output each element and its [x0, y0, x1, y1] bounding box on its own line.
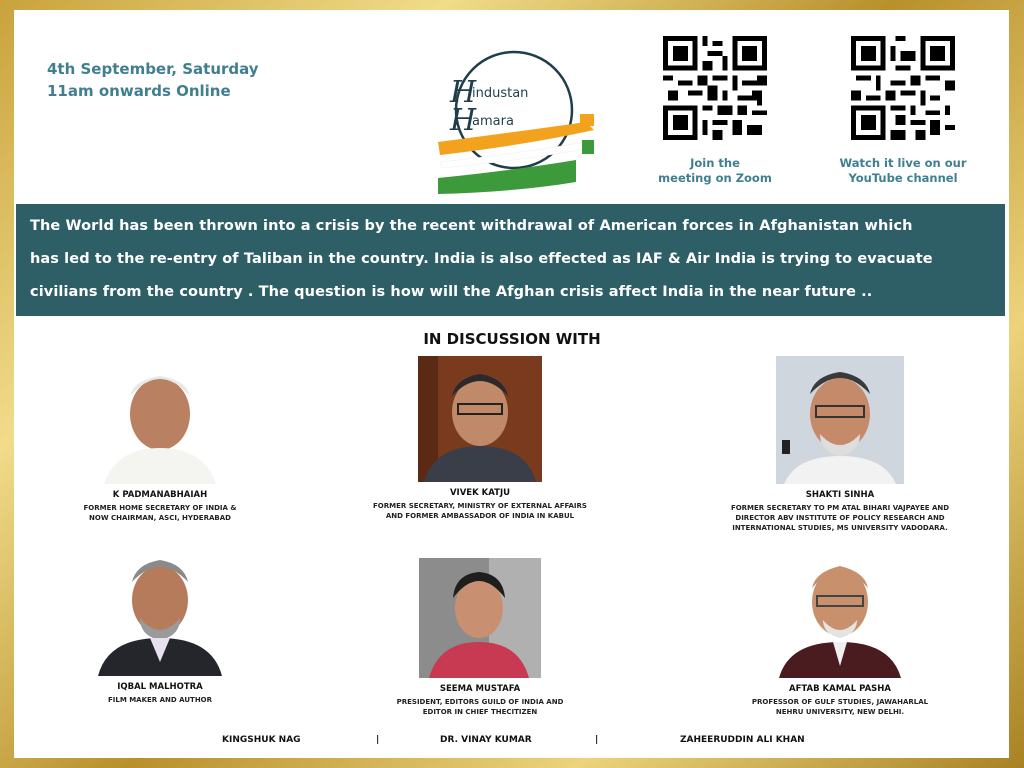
banner-line2: has led to the re-entry of Taliban in the country. India is also effected as IAF & Air India is trying to evacuate: [30, 251, 933, 267]
youtube-qr-code[interactable]: [851, 36, 955, 140]
speaker-desc: PROFESSOR OF GULF STUDIES, JAWAHARLAL NEHRU UNIVERSITY, NEW DELHI.: [751, 698, 929, 716]
logo-line2: amara: [472, 114, 514, 129]
speaker-photo: [776, 356, 904, 484]
speaker-card: [350, 356, 610, 521]
logo-initial-bottom: H: [450, 103, 477, 138]
speaker-name: VIVEK KATJU: [449, 488, 511, 498]
speaker-desc: FORMER SECRETARY, MINISTRY OF EXTERNAL AFFAIRS AND FORMER AMBASSADOR OF INDIA IN KABUL: [373, 502, 587, 520]
zoom-qr-block[interactable]: [655, 36, 775, 186]
zoom-qr-code[interactable]: [663, 36, 767, 140]
speaker-name: IQBAL MALHOTRA: [117, 682, 203, 692]
speaker-name: SEEMA MUSTAFA: [439, 684, 521, 694]
logo-initial-top: H: [450, 75, 477, 110]
banner-line3: civilians from the country . The question is how will the Afghan crisis affect India in the near future ..: [30, 284, 873, 300]
youtube-caption-line1: Watch it live on our: [839, 156, 967, 170]
moderator-name-3: ZAHEERUDDIN ALI KHAN: [680, 735, 805, 745]
topic-banner: [16, 204, 1005, 316]
speaker-card: [710, 554, 970, 717]
speaker-card: [350, 558, 610, 717]
speaker-name: K PADMANABHAIAH: [112, 490, 208, 500]
speaker-desc: FORMER SECRETARY TO PM ATAL BIHARI VAJPAYEE AND DIRECTOR ABV INSTITUTE OF POLICY RESEARCH AND INTERNATIONAL STUDIES, MS UNIVERSITY VADODARA.: [730, 504, 950, 532]
speaker-name: AFTAB KAMAL PASHA: [789, 684, 891, 694]
moderator-name-1: KINGSHUK NAG: [222, 735, 301, 745]
discussion-title: IN DISCUSSION WITH: [423, 330, 601, 348]
event-time: 11am onwards Online: [47, 82, 231, 100]
speaker-photo: [94, 552, 226, 676]
speaker-card: [30, 552, 290, 705]
event-date: 4th September, Saturday: [47, 60, 259, 78]
speaker-desc: FILM MAKER AND AUTHOR: [107, 696, 213, 704]
footer-separator-1: |: [376, 735, 380, 745]
speaker-desc: FORMER HOME SECRETARY OF INDIA & NOW CHAIRMAN, ASCI, HYDERABAD: [83, 504, 237, 522]
youtube-caption-line2: YouTube channel: [848, 171, 958, 185]
moderator-name-2: DR. VINAY KUMAR: [440, 735, 532, 745]
logo-line1: industan: [472, 86, 529, 101]
speaker-photo: [775, 554, 905, 678]
speaker-photo: [96, 356, 224, 484]
speaker-desc: PRESIDENT, EDITORS GUILD OF INDIA AND EDITOR IN CHIEF THECITIZEN: [396, 698, 564, 716]
zoom-caption-line2: meeting on Zoom: [658, 171, 772, 185]
event-datetime: [47, 58, 259, 102]
footer-separator-2: |: [595, 735, 599, 745]
speaker-photo: [419, 558, 541, 678]
speaker-card: [30, 356, 290, 523]
zoom-caption-line1: Join the: [690, 156, 740, 170]
hindustan-hamara-logo: [436, 50, 616, 200]
youtube-qr-block[interactable]: [838, 36, 968, 186]
banner-line1: The World has been thrown into a crisis by the recent withdrawal of American forces in Afghanistan which: [30, 218, 913, 234]
speaker-photo: [418, 356, 542, 482]
speaker-card: [710, 356, 970, 533]
speaker-name: SHAKTI SINHA: [805, 490, 875, 500]
